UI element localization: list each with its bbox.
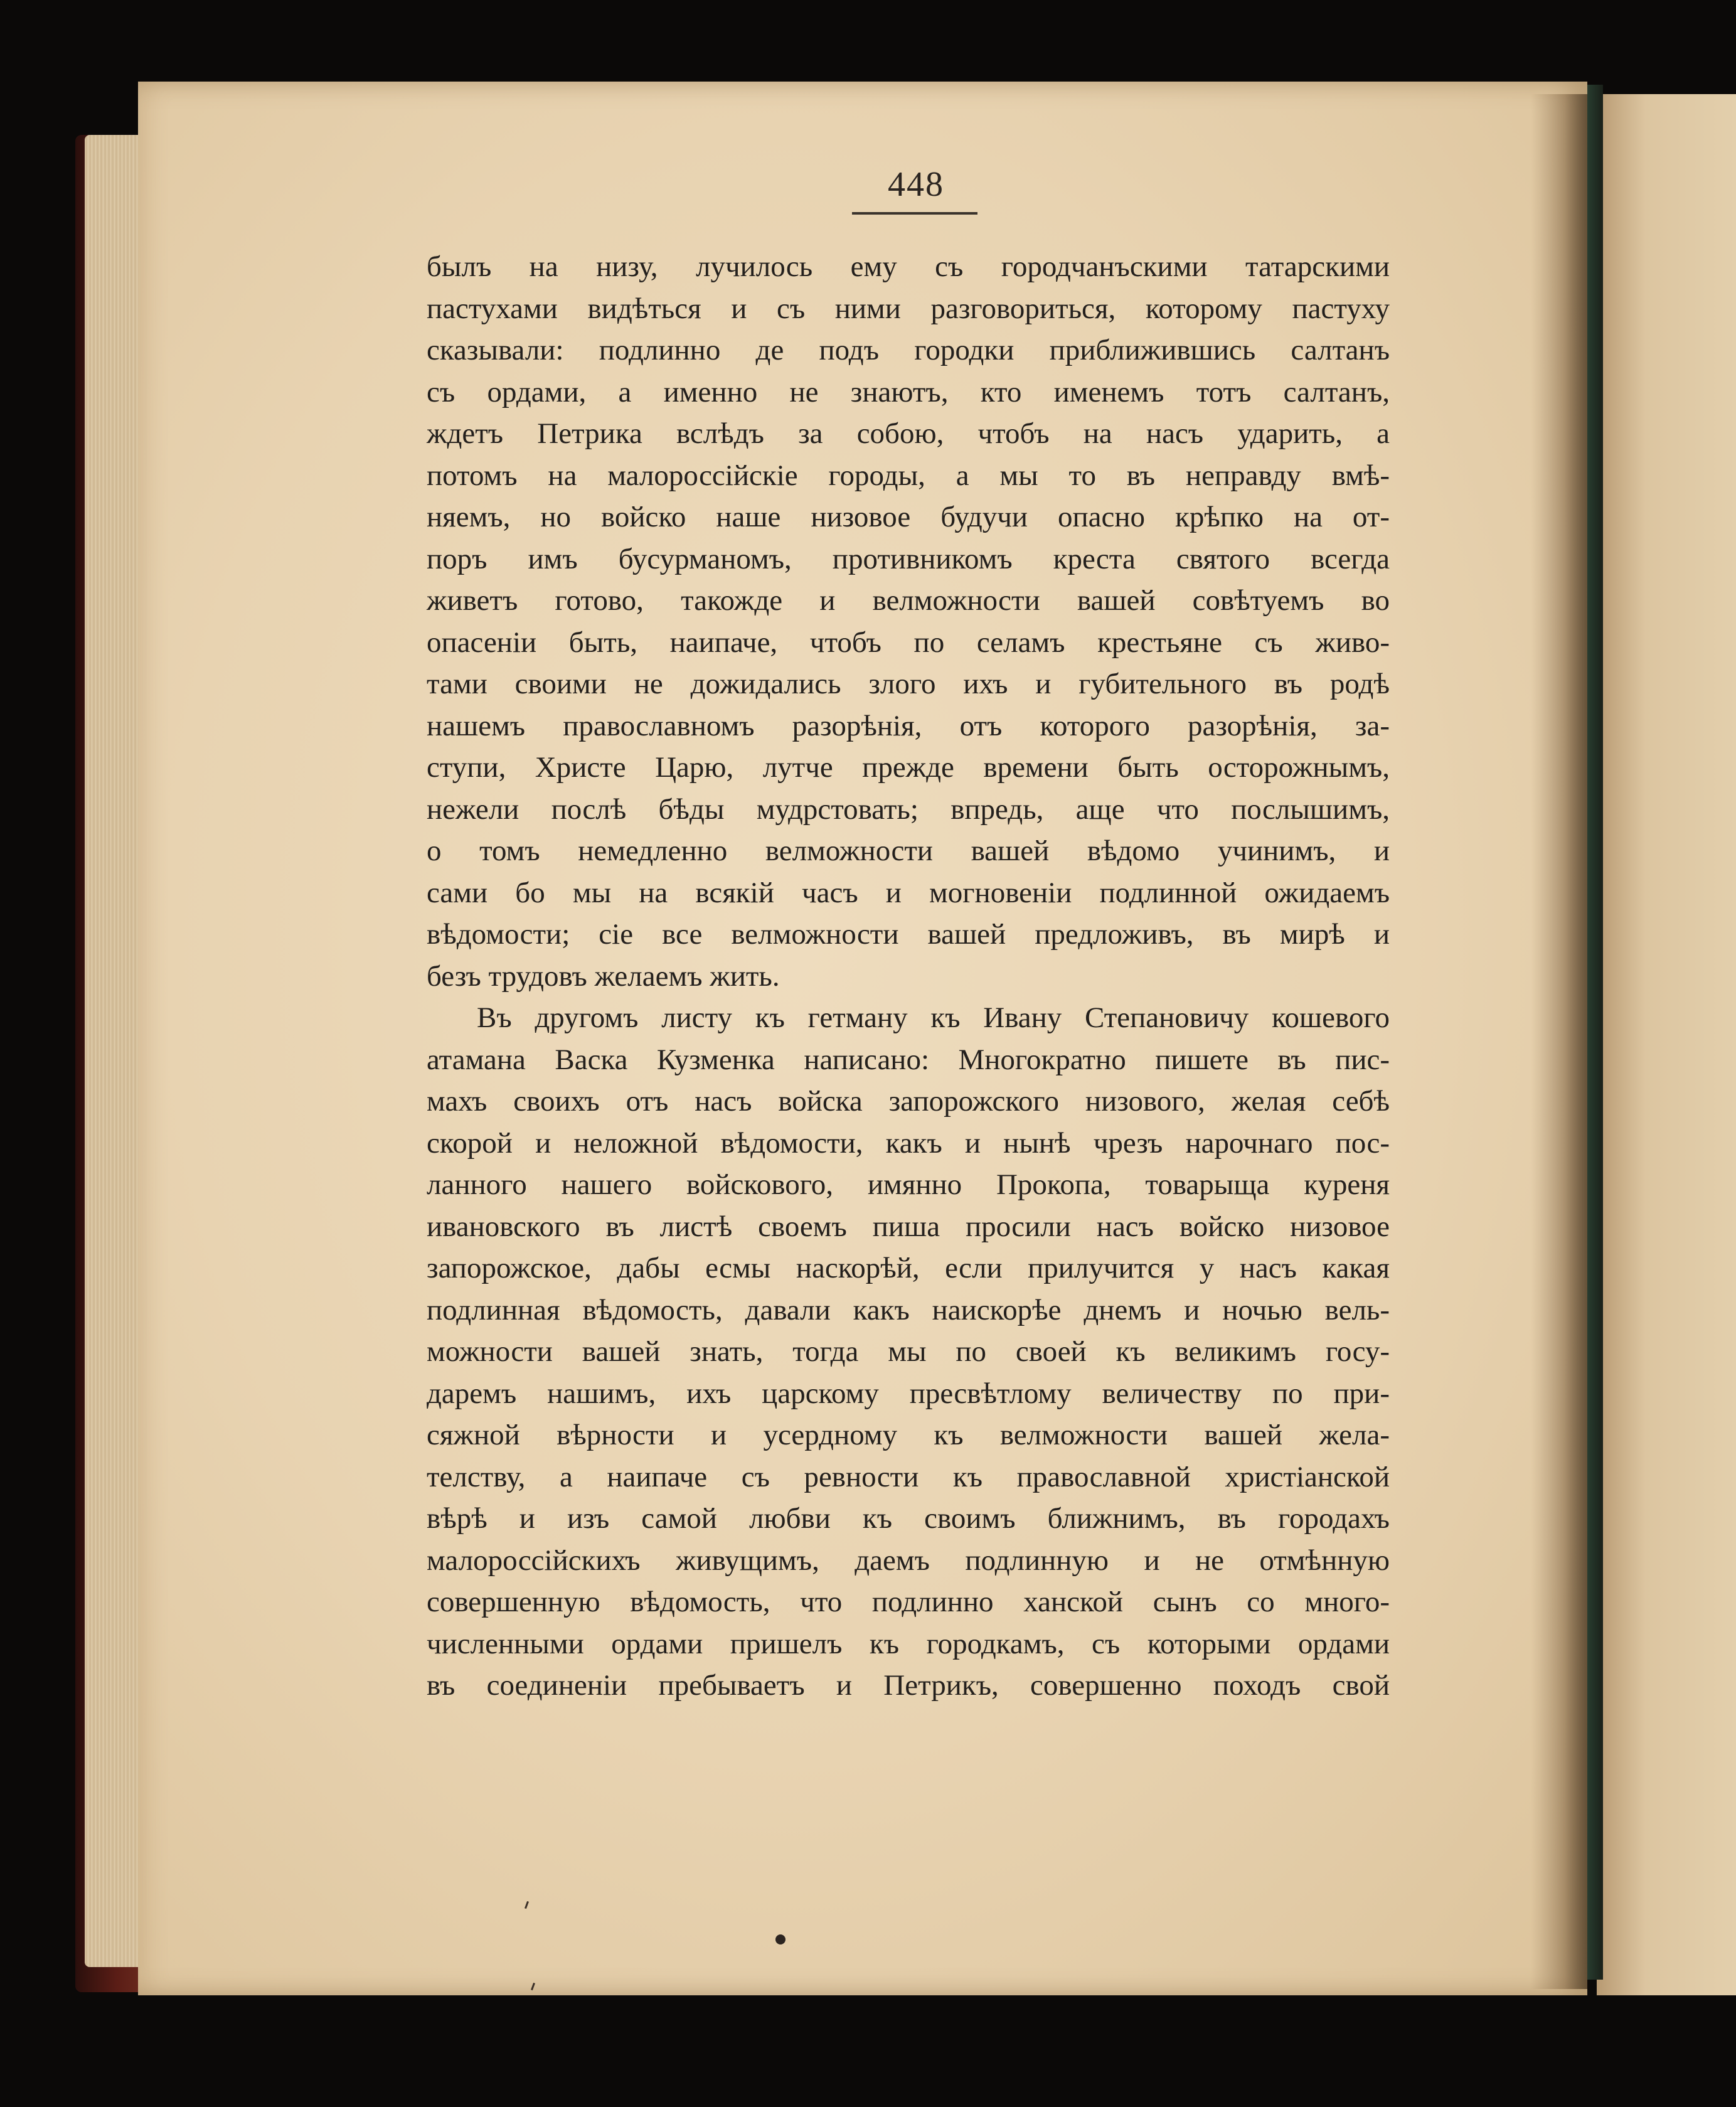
text-line: сказывали: подлинно де подъ городки приближившись салтанъ [427, 334, 1390, 366]
text-line: подлинная вѣдомость, давали какъ наискорѣе днемъ и ночью вель- [427, 1293, 1390, 1326]
text-line: ивановского въ листѣ своемъ пиша просили насъ войско низовое [427, 1210, 1390, 1243]
text-line: численными ордами пришелъ къ городкамъ, съ которыми ордами [427, 1627, 1390, 1660]
text-line: совершенную вѣдомость, что подлинно ханской сынъ со много- [427, 1586, 1390, 1618]
page-number-rule [852, 212, 977, 215]
paragraph-start-line: Въ другомъ листу къ гетману къ Ивану Степановичу кошевого [477, 1001, 1390, 1034]
text-line: о томъ немедленно велможности вашей вѣдомо учинимъ, и [427, 835, 1390, 867]
text-line: даремъ нашимъ, ихъ царскому пресвѣтлому величеству по при- [427, 1377, 1390, 1410]
ink-speck [775, 1934, 785, 1944]
text-line: поръ имъ бусурманомъ, противникомъ креста святого всегда [427, 542, 1390, 575]
text-line: малороссійскихъ живущимъ, даемъ подлинную и не отмѣнную [427, 1544, 1390, 1577]
text-line: запорожское, дабы есмы наскорѣй, если прилучится у насъ какая [427, 1252, 1390, 1284]
text-line: атамана Васка Кузменка написано: Многократно пишете въ пис- [427, 1043, 1390, 1076]
page-gutter-shadow [1531, 94, 1587, 1989]
text-line: ждетъ Петрика вслѣдъ за собою, чтобъ на насъ ударить, а [427, 417, 1390, 450]
text-line: ступи, Христе Царю, лутче прежде времени быть осторожнымъ, [427, 751, 1390, 784]
facing-page [1597, 94, 1736, 1995]
text-line: няемъ, но войско наше низовое будучи опасно крѣпко на от- [427, 501, 1390, 533]
text-line: въ соединеніи пребываетъ и Петрикъ, совершенно походъ свой [427, 1669, 1390, 1702]
text-line: вѣдомости; сіе все велможности вашей предложивъ, въ мирѣ и [427, 918, 1390, 951]
body-text [427, 246, 1390, 1707]
text-line: махъ своихъ отъ насъ войска запорожского низового, желая себѣ [427, 1085, 1390, 1118]
page-number: 448 [888, 165, 944, 204]
text-line: съ ордами, а именно не знаютъ, кто именемъ тотъ салтанъ, [427, 375, 1390, 408]
text-line: вѣрѣ и изъ самой любви къ своимъ ближнимъ, въ городахъ [427, 1502, 1390, 1535]
text-line: былъ на низу, лучилось ему съ городчанъскими татарскими [427, 250, 1390, 283]
text-line: сами бо мы на всякій часъ и могновеніи подлинной ожидаемъ [427, 876, 1390, 909]
text-line: телству, а наипаче съ ревности къ православной христіанской [427, 1460, 1390, 1493]
text-line: живетъ готово, такожде и велможности вашей совѣтуемъ во [427, 584, 1390, 617]
text-line: опасеніи быть, наипаче, чтобъ по селамъ крестьяне съ живо- [427, 626, 1390, 659]
text-line: нашемъ православномъ разорѣнія, отъ которого разорѣнія, за- [427, 709, 1390, 742]
text-line: пастухами видѣться и съ ними разговориться, которому пастуху [427, 292, 1390, 325]
text-line: ланного нашего войскового, имянно Прокопа, товарыща куреня [427, 1168, 1390, 1201]
text-line: тами своими не дожидались злого ихъ и губительного въ родѣ [427, 668, 1390, 700]
paragraph-end-line: безъ трудовъ желаемъ жить. [427, 959, 780, 993]
text-line: сяжной вѣрности и усердному къ велможности вашей жела- [427, 1419, 1390, 1451]
text-line: потомъ на малороссійскіе городы, а мы то въ неправду вмѣ- [427, 459, 1390, 492]
text-line: можности вашей знать, тогда мы по своей къ великимъ госу- [427, 1335, 1390, 1368]
text-line: нежели послѣ бѣды мудрстовать; впредь, аще что послышимъ, [427, 792, 1390, 826]
text-line: скорой и неложной вѣдомости, какъ и нынѣ чрезъ нарочнаго пос- [427, 1126, 1390, 1160]
